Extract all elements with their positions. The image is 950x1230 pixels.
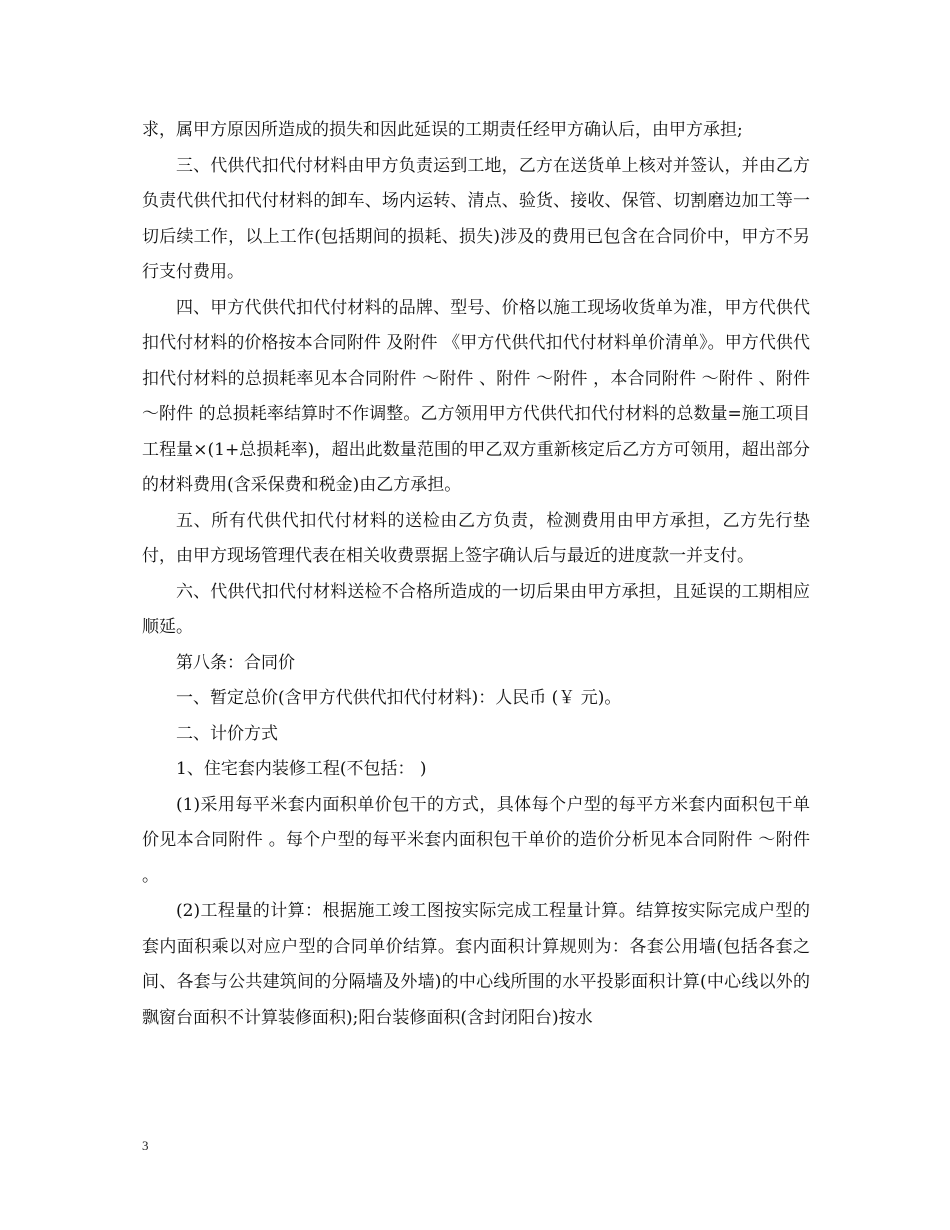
section-heading: 第八条：合同价 (176, 652, 295, 673)
paragraph-0: 求，属甲方原因所造成的损失和因此延误的工期责任经甲方确认后，由甲方承担; (142, 120, 743, 140)
paragraph-4: 六、代供代扣代付材料送检不合格所造成的一切后果由甲方承担，且延误的工期相应顺延。 (142, 581, 810, 637)
paragraph-2: 四、甲方代供代扣代付材料的品牌、型号、价格以施工现场收货单为准，甲方代供代扣代付材料的价格按本合同附件 及附件 《甲方代供代扣代付材料单价清单》。甲方代供代扣代付材料的总损耗率见本合同附件 ～附件 、附件 ～附件 ，本合同附件 ～附件 、附件 ～附件 的总损耗率结算时不作调整。乙方领用甲方代供代扣代付材料的总数量=施工项目工程量×(1+总损耗率)，超出此数量范围的甲乙双方重新核定后乙方方可领用，超出部分的材料费用(含采保费和税金)由乙方承担。 (142, 297, 810, 495)
body-text (142, 113, 810, 1036)
paragraph-7: 二、计价方式 (176, 723, 278, 744)
paragraph-10: (2)工程量的计算：根据施工竣工图按实际完成工程量计算。结算按实际完成户型的套内面积乘以对应户型的合同单价结算。套内面积计算规则为：各套公用墙(包括各套之间、各套与公共建筑间的分隔墙及外墙)的中心线所围的水平投影面积计算(中心线以外的飘窗台面积不计算装修面积);阳台装修面积(含封闭阳台)按水 (142, 901, 810, 1028)
paragraph-8: 1、住宅套内装修工程(不包括： ) (176, 759, 427, 779)
paragraph-9: (1)采用每平米套内面积单价包干的方式，具体每个户型的每平方米套内面积包干单价见本合同附件 。每个户型的每平米套内面积包干单价的造价分析见本合同附件 ～附件 。 (142, 794, 810, 886)
paragraph-1: 三、代供代扣代付材料由甲方负责运到工地，乙方在送货单上核对并签认，并由乙方负责代供代扣代付材料的卸车、场内运转、清点、验货、接收、保管、切割磨边加工等一切后续工作，以上工作(包括期间的损耗、损失)涉及的费用已包含在合同价中，甲方不另行支付费用。 (142, 155, 810, 282)
paragraph-3: 五、所有代供代扣代付材料的送检由乙方负责，检测费用由甲方承担，乙方先行垫付，由甲方现场管理代表在相关收费票据上签字确认后与最近的进度款一并支付。 (142, 510, 810, 566)
paragraph-6: 一、暂定总价(含甲方代供代扣代付材料)：人民币 (￥ 元)。 (176, 688, 622, 708)
page-number: 3 (142, 1138, 149, 1153)
